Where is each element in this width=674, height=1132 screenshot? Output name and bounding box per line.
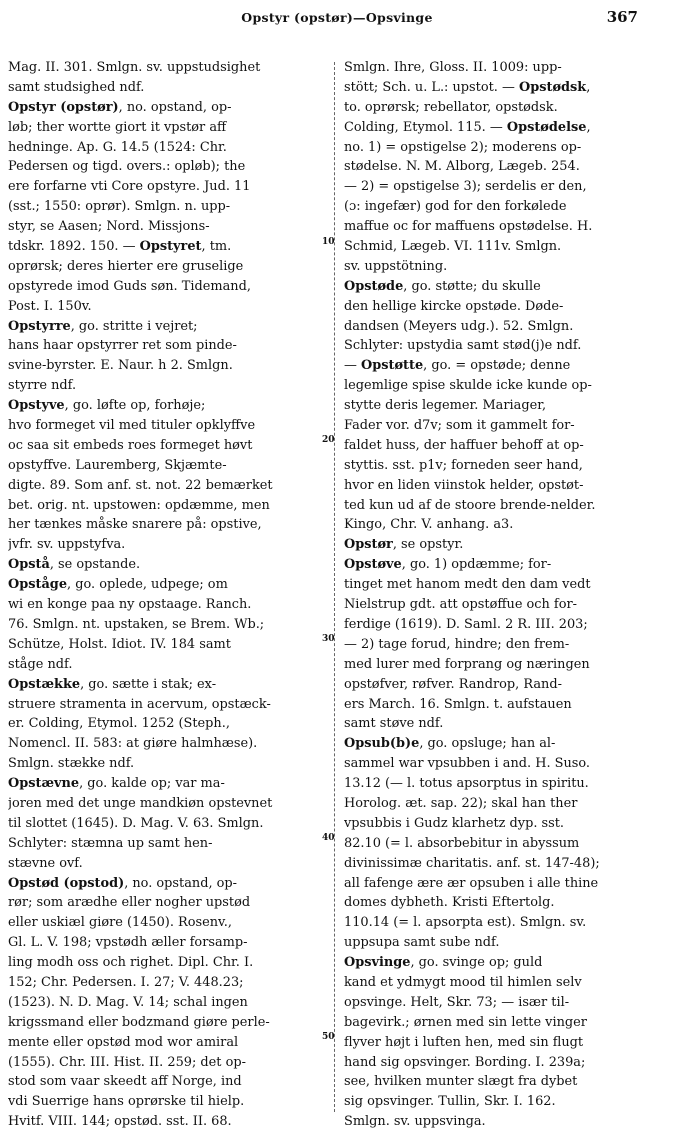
text-line	[8, 1072, 326, 1092]
line-text: oc saa sit embeds roes formeget høvt	[8, 437, 253, 453]
line-number: 20	[322, 435, 335, 445]
line-text: , go. kalde op; var ma-	[79, 776, 225, 792]
text-line	[8, 416, 326, 436]
line-text: ling modh oss och righet. Dipl. Chr. I.	[8, 955, 254, 971]
text-line	[344, 655, 666, 675]
line-text: uppsupa samt sube ndf.	[344, 935, 500, 951]
line-text: Smlgn. Ihre, Gloss. II. 1009: upp-	[344, 60, 562, 75]
text-line	[8, 714, 326, 734]
line-text: 82.10 (= l. absorbebitur in abyssum	[344, 835, 580, 851]
text-line	[8, 675, 326, 695]
text-line	[8, 336, 326, 356]
left-column	[8, 58, 326, 1132]
line-text: , go. opsluge; han al-	[419, 736, 556, 752]
line-text: , go. stritte i vejret;	[70, 318, 198, 334]
line-text: Schlyter: stæmna up samt hen-	[8, 835, 213, 851]
line-text: svine-byrster. E. Naur. h 2. Smlgn.	[8, 358, 233, 374]
text-line	[344, 257, 666, 277]
text-line	[8, 297, 326, 317]
text-line	[344, 436, 666, 456]
text-line	[8, 555, 326, 575]
text-line	[344, 138, 666, 158]
text-line	[344, 993, 666, 1013]
line-text: Schmid, Lægeb. VI. 111v. Smlgn.	[344, 239, 562, 255]
text-line	[8, 177, 326, 197]
text-line	[344, 78, 666, 98]
line-text: , go. sætte i stak; ex-	[80, 676, 217, 692]
text-line	[8, 396, 326, 416]
text-line	[344, 933, 666, 953]
line-number: 50	[322, 1032, 335, 1042]
line-text: ståge ndf.	[8, 656, 73, 672]
line-text: (1555). Chr. III. Hist. II. 259; det op-	[8, 1054, 246, 1070]
line-text: dandsen (Meyers udg.). 52. Smlgn.	[344, 318, 574, 334]
line-text: , go. 1) opdæmme; for-	[401, 557, 552, 573]
text-line	[8, 1053, 326, 1073]
line-text: jvfr. sv. uppstyfva.	[8, 537, 126, 553]
line-text: ers March. 16. Smlgn. t. aufstauen	[344, 696, 572, 712]
text-line	[344, 555, 666, 575]
line-text: Schütze, Holst. Idiot. IV. 184 samt	[8, 636, 231, 652]
line-text: Schlyter: upstydia samt stød(j)e ndf.	[344, 338, 582, 354]
line-number: 10	[322, 237, 335, 247]
text-line	[8, 1033, 326, 1053]
entry-headword: Opstyrre	[8, 318, 71, 334]
text-line	[8, 237, 326, 257]
entry-headword: Opstør	[344, 537, 393, 553]
line-text: ,	[586, 79, 591, 95]
text-line	[344, 118, 666, 138]
text-line	[8, 834, 326, 854]
text-line	[344, 535, 666, 555]
line-text: Post. I. 150v.	[8, 298, 92, 314]
line-text: hedninge. Ap. G. 14.5 (1524: Chr.	[8, 139, 227, 155]
text-line	[8, 575, 326, 595]
line-text: sv. uppstötning.	[344, 258, 448, 274]
entry-headword: Opstøtte	[361, 358, 424, 374]
entry-headword: Opsub(b)e	[344, 736, 420, 752]
line-text: Mag. II. 301. Smlgn. sv. uppstudsighet	[8, 60, 261, 75]
entry-headword: Opstødsk	[518, 79, 587, 95]
line-text: opstyffve. Lauremberg, Skjæmte-	[8, 457, 227, 473]
text-line	[344, 714, 666, 734]
line-text: Nielstrup gdt. att opstøffue och for-	[344, 597, 577, 613]
line-text: den hellige kircke opstøde. Døde-	[344, 298, 564, 314]
line-text: tinget met hanom medt den dam vedt	[344, 577, 591, 593]
line-text: see, hvilken munter slægt fra dybet	[344, 1074, 578, 1090]
line-text: flyver højt i luften hen, med sin flugt	[344, 1034, 584, 1050]
line-text: , se opstyr.	[392, 537, 464, 553]
text-line	[344, 973, 666, 993]
line-text: opstyrede imod Guds søn. Tidemand,	[8, 278, 251, 294]
text-line	[344, 734, 666, 754]
line-text: løb; ther wortte giort it vpstør aff	[8, 119, 227, 135]
line-text: sammel war vpsubben i and. H. Suso.	[344, 756, 591, 772]
line-text: , se opstande.	[49, 557, 141, 573]
text-line	[8, 794, 326, 814]
line-text: 76. Smlgn. nt. upstaken, se Brem. Wb.;	[8, 616, 265, 632]
line-text: divinissimæ charitatis. anf. st. 147-48);	[344, 855, 600, 871]
line-text: (sst.; 1550: oprør). Smlgn. n. upp-	[8, 199, 231, 215]
line-text: Fader vor. d7v; som it gammelt for-	[344, 418, 575, 434]
text-line	[8, 1013, 326, 1033]
text-line	[344, 615, 666, 635]
line-text: vpsubbis i Gudz klarhetz dyp. sst.	[344, 815, 565, 831]
text-line	[8, 973, 326, 993]
line-text: wi en konge paa ny opstaage. Ranch.	[8, 597, 252, 613]
line-text: ted kun ud af de stoore brende-nelder.	[344, 497, 596, 513]
line-text: joren med det unge mandkiøn opstevnet	[8, 795, 273, 811]
text-line	[344, 317, 666, 337]
text-line	[8, 615, 326, 635]
text-line	[8, 476, 326, 496]
text-line	[8, 138, 326, 158]
text-line	[344, 893, 666, 913]
line-text: , no. opstand, op-	[124, 875, 238, 891]
line-text: Horolog. æt. sap. 22); skal han ther	[344, 795, 578, 811]
line-text: digte. 89. Som anf. st. not. 22 bemærket	[8, 477, 273, 493]
line-text: domes dybheth. Kristi Eftertolg.	[344, 895, 555, 911]
text-line	[344, 1033, 666, 1053]
line-text: hvo formeget vil med tituler opklyffve	[8, 418, 256, 434]
text-line	[344, 515, 666, 535]
line-text: vdi Suerrige hans oprørske til hielp.	[8, 1094, 245, 1110]
text-line	[344, 953, 666, 973]
line-text: hand sig opsvinger. Bording. I. 239a;	[344, 1054, 586, 1070]
running-header	[0, 8, 674, 32]
line-text: ,	[586, 119, 591, 135]
text-line	[8, 217, 326, 237]
line-text: opsvinge. Helt, Skr. 73; — især til-	[344, 994, 570, 1010]
text-line	[8, 913, 326, 933]
text-line	[8, 277, 326, 297]
line-text: styr, se Aasen; Nord. Missjons-	[8, 219, 210, 235]
line-text: all fafenge ære ær opsuben i alle thine	[344, 875, 599, 891]
text-line	[344, 396, 666, 416]
line-text: — 2) tage forud, hindre; den frem-	[344, 636, 570, 652]
line-text: legemlige spise skulde icke kunde op-	[344, 378, 592, 394]
entry-headword: Opsvinge	[344, 955, 411, 971]
entry-headword: Opstød (opstod)	[8, 875, 125, 891]
entry-headword: Opstyret	[139, 239, 202, 255]
line-text: 13.12 (— l. totus apsorptus in spiritu.	[344, 776, 589, 792]
text-line	[8, 436, 326, 456]
line-text: her tænkes måske snarere på: opstive,	[8, 517, 262, 533]
text-line	[8, 655, 326, 675]
entry-headword: Opstyr (opstør)	[8, 99, 119, 115]
line-text: struere stramenta in acervum, opstæck-	[8, 696, 271, 712]
text-line	[8, 595, 326, 615]
line-text: , no. opstand, op-	[118, 99, 232, 115]
page-number: 367	[606, 8, 638, 26]
line-text: oprørsk; deres hierter ere gruselige	[8, 258, 244, 274]
text-line	[8, 774, 326, 794]
text-line	[8, 98, 326, 118]
line-text: styttis. sst. p1v; forneden seer hand,	[344, 457, 583, 473]
line-text: ferdige (1619). D. Saml. 2 R. III. 203;	[344, 616, 588, 632]
line-text: bet. orig. nt. upstowen: opdæmme, men	[8, 497, 270, 513]
text-line	[344, 277, 666, 297]
line-text: krigssmand eller bodzmand giøre perle-	[8, 1014, 270, 1030]
line-text: Colding, Etymol. 115. —	[344, 119, 507, 135]
entry-headword: Opstødelse	[506, 119, 587, 135]
line-text: 110.14 (= l. apsorpta est). Smlgn. sv.	[344, 915, 587, 931]
entry-headword: Opstyve	[8, 398, 65, 414]
text-line	[344, 297, 666, 317]
text-line	[344, 177, 666, 197]
text-line	[344, 794, 666, 814]
text-line	[8, 933, 326, 953]
line-text: , go. løfte op, forhøje;	[64, 398, 206, 414]
line-text: opstøfver, røfver. Randrop, Rand-	[344, 676, 562, 692]
text-line	[344, 635, 666, 655]
line-text: hvor en liden viinstok helder, opstøt-	[344, 477, 584, 493]
text-line	[8, 535, 326, 555]
line-text: , go. støtte; du skulle	[403, 278, 541, 294]
line-text: , go. oplede, udpege; om	[67, 577, 228, 593]
entry-headword: Opståge	[8, 577, 68, 593]
text-line	[8, 197, 326, 217]
line-number: 40	[322, 833, 335, 843]
text-line	[344, 774, 666, 794]
text-line	[8, 893, 326, 913]
line-text: til slottet (1645). D. Mag. V. 63. Smlgn.	[8, 815, 264, 831]
text-line	[344, 1112, 666, 1132]
line-text: mente eller opstød mod wor amiral	[8, 1034, 239, 1050]
line-text: (1523). N. D. Mag. V. 14; schal ingen	[8, 994, 248, 1010]
text-line	[8, 1112, 326, 1132]
right-column	[344, 58, 666, 1132]
line-text: ere forfarne vti Core opstyre. Jud. 11	[8, 179, 251, 195]
line-text: Pedersen og tigd. overs.: opløb); the	[8, 159, 246, 175]
line-text: to. oprørsk; rebellator, opstødsk.	[344, 99, 558, 115]
line-text: Smlgn. sv. uppsvinga.	[344, 1114, 486, 1130]
line-text: — 2) = opstigelse 3); serdelis er den,	[344, 179, 587, 195]
text-line	[344, 1013, 666, 1033]
text-line	[8, 953, 326, 973]
text-line	[344, 237, 666, 257]
entry-headword: Opstå	[8, 557, 50, 573]
text-line	[344, 1053, 666, 1073]
text-line	[8, 456, 326, 476]
text-line	[344, 58, 666, 78]
text-line	[344, 476, 666, 496]
text-line	[8, 58, 326, 78]
text-line	[8, 376, 326, 396]
text-line	[8, 317, 326, 337]
text-line	[344, 834, 666, 854]
line-text: no. 1) = opstigelse 2); moderens op-	[344, 139, 582, 155]
text-line	[344, 913, 666, 933]
column-divider	[334, 62, 335, 1112]
text-line	[8, 874, 326, 894]
line-text: kand et ydmygt mood til himlen selv	[344, 974, 582, 990]
text-line	[344, 456, 666, 476]
line-text: samt støve ndf.	[344, 716, 444, 732]
line-text: sig opsvinger. Tullin, Skr. I. 162.	[344, 1094, 556, 1110]
line-text: eller uskiæl giøre (1450). Rosenv.,	[8, 915, 232, 931]
line-text: rør; som arædhe eller nogher upstød	[8, 895, 251, 911]
text-line	[8, 496, 326, 516]
text-line	[344, 197, 666, 217]
text-line	[344, 157, 666, 177]
text-line	[8, 695, 326, 715]
line-text: stött; Sch. u. L.: upstot. —	[344, 79, 519, 95]
line-text: stytte deris legemer. Mariager,	[344, 398, 547, 414]
text-line	[8, 814, 326, 834]
line-text: tdskr. 1892. 150. —	[8, 239, 140, 255]
text-line	[344, 675, 666, 695]
text-line	[344, 217, 666, 237]
line-text: samt studsighed ndf.	[8, 79, 145, 95]
line-text: med lurer med forprang og næringen	[344, 656, 590, 672]
text-line	[344, 98, 666, 118]
text-line	[8, 118, 326, 138]
line-text: , tm.	[201, 239, 232, 255]
text-line	[344, 356, 666, 376]
text-line	[8, 257, 326, 277]
text-line	[344, 754, 666, 774]
text-line	[344, 854, 666, 874]
text-line	[344, 336, 666, 356]
line-text: —	[344, 358, 361, 374]
line-text: faldet huss, der haffuer behoff at op-	[344, 437, 584, 453]
line-text: bagevirk.; ørnen med sin lette vinger	[344, 1014, 587, 1030]
line-text: Kingo, Chr. V. anhang. a3.	[344, 517, 514, 533]
line-text: styrre ndf.	[8, 378, 77, 394]
text-line	[8, 993, 326, 1013]
text-line	[8, 854, 326, 874]
text-line	[8, 734, 326, 754]
line-text: hans haar opstyrrer ret som pinde-	[8, 338, 237, 354]
line-text: er. Colding, Etymol. 1252 (Steph.,	[8, 716, 230, 732]
text-line	[8, 754, 326, 774]
line-text: stod som vaar skeedt aff Norge, ind	[8, 1074, 242, 1090]
text-line	[344, 595, 666, 615]
text-line	[344, 416, 666, 436]
text-line	[344, 874, 666, 894]
text-line	[8, 356, 326, 376]
text-line	[8, 635, 326, 655]
text-line	[344, 1092, 666, 1112]
line-text: , go. = opstøde; denne	[423, 358, 571, 374]
line-text: Nomencl. II. 583: at giøre halmhæse).	[8, 736, 258, 752]
entry-headword: Opstævne	[8, 776, 80, 792]
line-text: (ɔ: ingefær) god for den forkølede	[344, 199, 567, 215]
line-text: Gl. L. V. 198; vpstødh æller forsamp-	[8, 935, 248, 951]
text-line	[344, 1072, 666, 1092]
line-text: stødelse. N. M. Alborg, Lægeb. 254.	[344, 159, 580, 175]
text-line	[8, 157, 326, 177]
line-text: Hvitf. VIII. 144; opstød. sst. II. 68.	[8, 1114, 232, 1130]
line-text: maffue oc for maffuens opstødelse. H.	[344, 219, 593, 235]
header-title: Opstyr (opstør)—Opsvinge	[241, 10, 433, 25]
line-number: 30	[322, 634, 335, 644]
text-line	[344, 376, 666, 396]
line-text: Smlgn. stække ndf.	[8, 756, 135, 772]
entry-headword: Opstække	[8, 676, 81, 692]
text-line	[8, 515, 326, 535]
text-line	[8, 1092, 326, 1112]
line-text: , go. svinge op; guld	[410, 955, 543, 971]
text-line	[344, 814, 666, 834]
text-line	[344, 496, 666, 516]
entry-headword: Opstøde	[344, 278, 404, 294]
line-text: 152; Chr. Pedersen. I. 27; V. 448.23;	[8, 974, 244, 990]
text-line	[344, 695, 666, 715]
text-line	[344, 575, 666, 595]
entry-headword: Opstøve	[344, 557, 402, 573]
line-text: stævne ovf.	[8, 855, 83, 871]
text-line	[8, 78, 326, 98]
